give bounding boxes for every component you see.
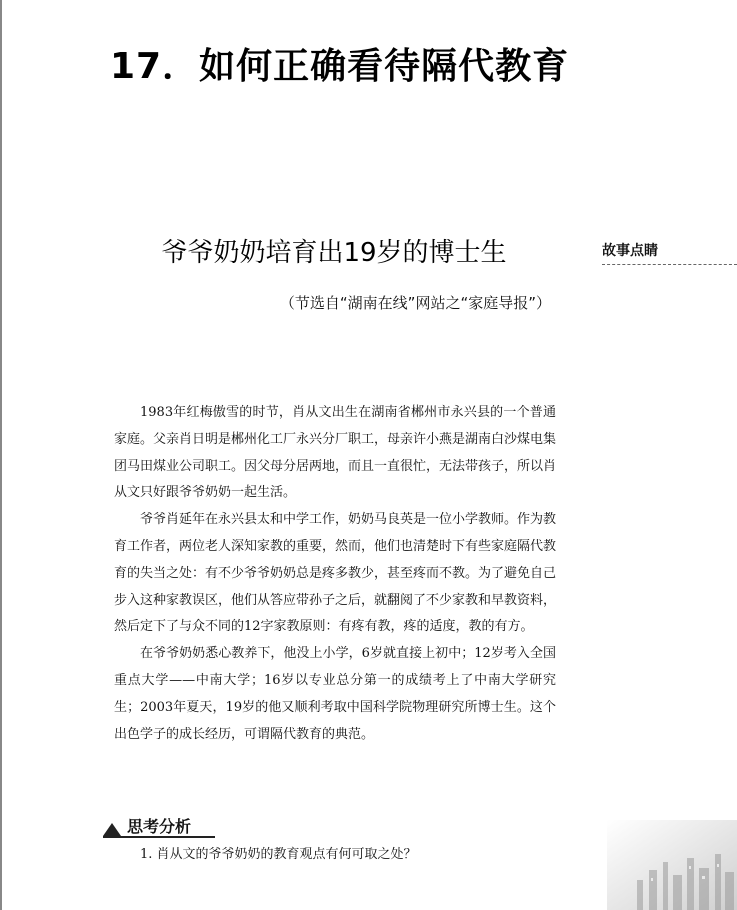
side-label: 故事点睛 — [602, 240, 737, 265]
chapter-title: 17．如何正确看待隔代教育 — [110, 46, 570, 87]
story-source: （节选自“湖南在线”网站之“家庭导报”） — [279, 294, 551, 312]
story-title: 爷爷奶奶培育出19岁的博士生 — [161, 238, 507, 268]
analysis-question: 1. 肖从文的爷爷奶奶的教育观点有何可取之处？ — [140, 847, 417, 862]
page-edge-rule — [0, 0, 2, 910]
triangle-marker-icon — [103, 823, 121, 836]
story-body — [114, 400, 556, 748]
corner-decoration — [607, 820, 737, 910]
story-paragraph: 1983年红梅傲雪的时节，肖从文出生在湖南省郴州市永兴县的一个普通家庭。父亲肖日明是郴州化工厂永兴分厂职工，母亲许小燕是湖南白沙煤电集团马田煤业公司职工。因父母分居两地，而且一直很忙，无法带孩子，所以肖从文只好跟爷爷奶奶一起生活。 — [114, 405, 557, 501]
analysis-heading-underline — [103, 836, 215, 838]
story-paragraph: 在爷爷奶奶悉心教养下，他没上小学，6岁就直接上初中；12岁考入全国重点大学——中南大学；16岁以专业总分第一的成绩考上了中南大学研究生；2003年夏天，19岁的他又顺利考取中国科学院物理研究所博士生。这个出色学子的成长经历，可谓隔代教育的典范。 — [114, 646, 556, 742]
story-paragraph: 爷爷肖延年在永兴县太和中学工作，奶奶马良英是一位小学教师。作为教育工作者，两位老人深知家教的重要，然而，他们也清楚时下有些家庭隔代教育的失当之处：有不少爷爷奶奶总是疼多教少，甚至疼而不教。为了避免自己步入这种家教误区，他们从答应带孙子之后，就翻阅了不少家教和早教资料，然后定下了与众不同的12字家教原则：有疼有教，疼的适度，教的有方。 — [114, 512, 557, 635]
analysis-heading-label: 思考分析 — [127, 817, 192, 836]
analysis-heading — [103, 814, 215, 836]
